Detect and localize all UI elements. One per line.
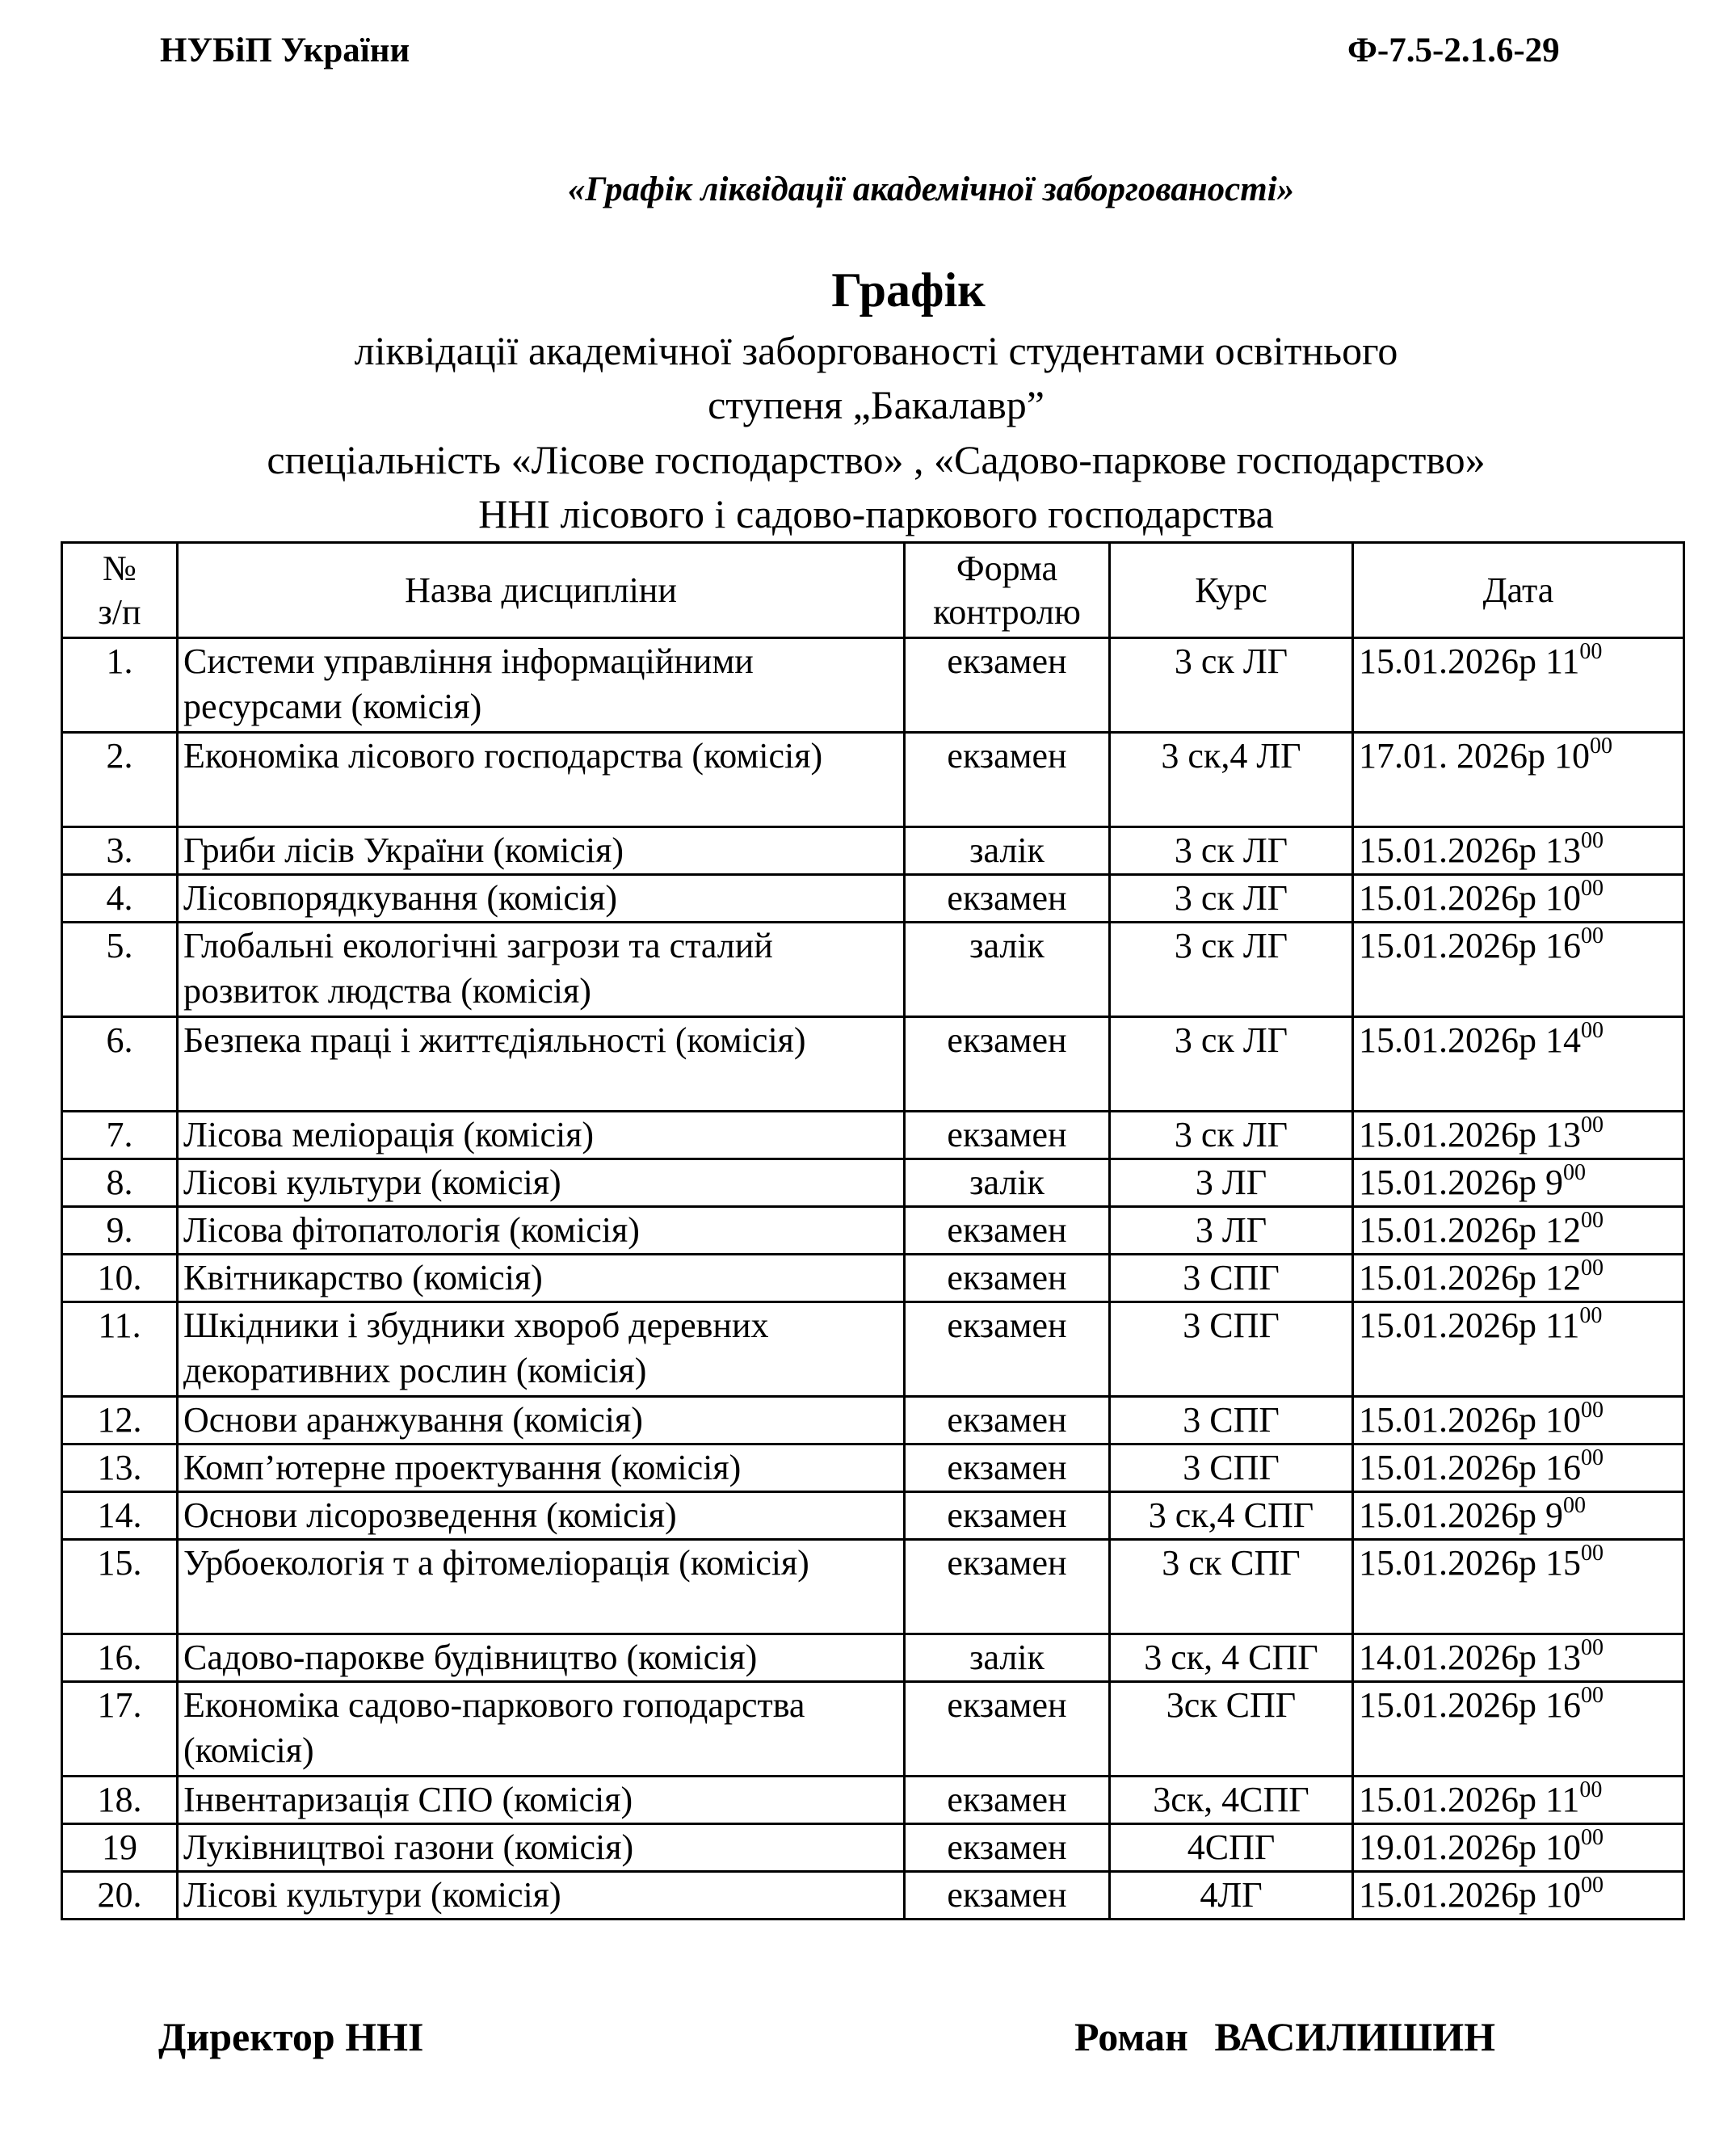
exam-time-minutes: 00 [1581, 1112, 1604, 1137]
course: 3 ск,4 ЛГ [1110, 733, 1353, 827]
row-number: 19 [62, 1824, 178, 1872]
exam-time-minutes: 00 [1581, 1018, 1604, 1043]
exam-date-text: 19.01.2026р 10 [1359, 1827, 1581, 1867]
discipline-name: Лісова фітопатологія (комісія) [178, 1207, 905, 1255]
exam-date-text: 15.01.2026р 12 [1359, 1258, 1581, 1297]
control-form: екзамен [905, 638, 1110, 733]
discipline-name: Гриби лісів України (комісія) [178, 827, 905, 875]
exam-date-text: 15.01.2026р 16 [1359, 1448, 1581, 1487]
control-form: екзамен [905, 1302, 1110, 1397]
exam-date-text: 15.01.2026р 12 [1359, 1210, 1581, 1250]
exam-date-text: 15.01.2026р 10 [1359, 878, 1581, 918]
control-form: екзамен [905, 1397, 1110, 1444]
table-row [62, 1159, 1684, 1207]
exam-date-text: 17.01. 2026р 10 [1359, 736, 1590, 776]
discipline-name: Комп’ютерне проектування (комісія) [178, 1444, 905, 1492]
header-control-form [905, 543, 1110, 638]
exam-date [1353, 733, 1684, 827]
exam-time-minutes: 00 [1581, 1208, 1604, 1233]
control-form: екзамен [905, 1444, 1110, 1492]
header-discipline: Назва дисципліни [178, 543, 905, 638]
row-number: 11. [62, 1302, 178, 1397]
exam-time-minutes: 00 [1581, 1445, 1604, 1470]
row-number: 18. [62, 1777, 178, 1824]
exam-date [1353, 1159, 1684, 1207]
institution-name: НУБіП України [160, 32, 410, 69]
table-row [62, 1634, 1684, 1682]
course: 3 ск ЛГ [1110, 638, 1353, 733]
course: 3 СПГ [1110, 1302, 1353, 1397]
control-form: екзамен [905, 733, 1110, 827]
signatory-position: Директор ННІ [158, 2014, 424, 2059]
control-form: екзамен [905, 1492, 1110, 1540]
table-row [62, 1824, 1684, 1872]
course: 3 ЛГ [1110, 1159, 1353, 1207]
table-body [62, 638, 1684, 1920]
header-number-label: № [103, 548, 137, 588]
exam-time-minutes: 00 [1581, 1873, 1604, 1898]
table-row [62, 875, 1684, 923]
header-date: Дата [1353, 543, 1684, 638]
table-row [62, 1017, 1684, 1112]
header-course: Курс [1110, 543, 1353, 638]
exam-time-minutes: 00 [1579, 639, 1603, 664]
course: 3 СПГ [1110, 1255, 1353, 1302]
row-number: 10. [62, 1255, 178, 1302]
course: 3 ск ЛГ [1110, 923, 1353, 1017]
exam-time-minutes: 00 [1581, 1683, 1604, 1708]
row-number: 9. [62, 1207, 178, 1255]
row-number: 6. [62, 1017, 178, 1112]
row-number: 3. [62, 827, 178, 875]
row-number: 13. [62, 1444, 178, 1492]
discipline-name: Безпека праці і життєдіяльності (комісія) [178, 1017, 905, 1112]
exam-time-minutes: 00 [1581, 1398, 1604, 1423]
exam-time-minutes: 00 [1563, 1493, 1586, 1518]
course: 3 СПГ [1110, 1444, 1353, 1492]
course: 3 ск ЛГ [1110, 827, 1353, 875]
discipline-name: Глобальні екологічні загрози та сталий розвиток людства (комісія) [178, 923, 905, 1017]
exam-date-text: 15.01.2026р 16 [1359, 1685, 1581, 1725]
exam-date [1353, 875, 1684, 923]
discipline-name: Основи аранжування (комісія) [178, 1397, 905, 1444]
row-number: 1. [62, 638, 178, 733]
document-title: Графік [831, 263, 986, 317]
control-form: екзамен [905, 1017, 1110, 1112]
table-row [62, 638, 1684, 733]
control-form: залік [905, 1159, 1110, 1207]
table-row [62, 827, 1684, 875]
subtitle-line-4: ННІ лісового і садово-паркового господарства [478, 491, 1274, 536]
discipline-name: Основи лісорозведення (комісія) [178, 1492, 905, 1540]
control-form: екзамен [905, 1872, 1110, 1920]
control-form: екзамен [905, 1112, 1110, 1159]
header-form-label: Форма [956, 548, 1058, 588]
control-form: екзамен [905, 1540, 1110, 1634]
control-form: екзамен [905, 1824, 1110, 1872]
table-row [62, 1397, 1684, 1444]
exam-date [1353, 1777, 1684, 1824]
exam-date [1353, 1540, 1684, 1634]
exam-date [1353, 1255, 1684, 1302]
course: 3ск СПГ [1110, 1682, 1353, 1777]
subtitle-line-1: ліквідації академічної заборгованості студентами освітнього [354, 328, 1398, 373]
control-form: залік [905, 1634, 1110, 1682]
exam-date-text: 15.01.2026р 14 [1359, 1020, 1581, 1060]
exam-date-text: 15.01.2026р 11 [1359, 1780, 1580, 1819]
row-number: 17. [62, 1682, 178, 1777]
exam-time-minutes: 00 [1581, 1825, 1604, 1850]
exam-date [1353, 1397, 1684, 1444]
control-form: екзамен [905, 1207, 1110, 1255]
row-number: 2. [62, 733, 178, 827]
exam-date [1353, 1872, 1684, 1920]
exam-date-text: 15.01.2026р 11 [1359, 641, 1580, 681]
table-row [62, 1207, 1684, 1255]
exam-time-minutes: 00 [1579, 1777, 1603, 1802]
discipline-name: Шкідники і збудники хвороб деревних декоративних рослин (комісія) [178, 1302, 905, 1397]
header-form-sublabel: контролю [933, 591, 1081, 632]
table-row [62, 1255, 1684, 1302]
discipline-name: Урбоекологія т а фітомеліорація (комісія) [178, 1540, 905, 1634]
course: 3 ск СПГ [1110, 1540, 1353, 1634]
exam-date-text: 15.01.2026р 9 [1359, 1495, 1563, 1535]
control-form: екзамен [905, 875, 1110, 923]
table-row [62, 1492, 1684, 1540]
control-form: залік [905, 923, 1110, 1017]
subtitle-line-2: ступеня „Бакалавр” [708, 382, 1045, 427]
row-number: 14. [62, 1492, 178, 1540]
exam-date [1353, 827, 1684, 875]
exam-time-minutes: 00 [1581, 876, 1604, 901]
exam-date-text: 15.01.2026р 13 [1359, 831, 1581, 870]
course: 4ЛГ [1110, 1872, 1353, 1920]
exam-date [1353, 1634, 1684, 1682]
table-row [62, 1777, 1684, 1824]
exam-time-minutes: 00 [1563, 1160, 1586, 1185]
table-header-row [62, 543, 1684, 638]
discipline-name: Економіка лісового господарства (комісія) [178, 733, 905, 827]
exam-time-minutes: 00 [1581, 1255, 1604, 1280]
table-row [62, 1540, 1684, 1634]
discipline-name: Луківництвоі газони (комісія) [178, 1824, 905, 1872]
exam-time-minutes: 00 [1581, 828, 1604, 853]
exam-date-text: 15.01.2026р 13 [1359, 1115, 1581, 1154]
table-row [62, 1302, 1684, 1397]
discipline-name: Економіка садово-паркового гоподарства (комісія) [178, 1682, 905, 1777]
exam-date [1353, 638, 1684, 733]
course: 3 ск, 4 СПГ [1110, 1634, 1353, 1682]
discipline-name: Системи управління інформаційними ресурсами (комісія) [178, 638, 905, 733]
exam-date-text: 15.01.2026р 9 [1359, 1163, 1563, 1202]
exam-date-text: 15.01.2026р 10 [1359, 1875, 1581, 1915]
course: 3 ск ЛГ [1110, 1112, 1353, 1159]
exam-date [1353, 1302, 1684, 1397]
row-number: 4. [62, 875, 178, 923]
exam-date [1353, 1112, 1684, 1159]
exam-date-text: 15.01.2026р 10 [1359, 1400, 1581, 1440]
discipline-name: Лісові культури (комісія) [178, 1872, 905, 1920]
row-number: 5. [62, 923, 178, 1017]
course: 3 ск ЛГ [1110, 875, 1353, 923]
course: 3ск, 4СПГ [1110, 1777, 1353, 1824]
exam-date-text: 15.01.2026р 15 [1359, 1543, 1581, 1583]
course: 4СПГ [1110, 1824, 1353, 1872]
exam-time-minutes: 00 [1581, 923, 1604, 948]
table-row [62, 733, 1684, 827]
exam-time-minutes: 00 [1581, 1635, 1604, 1660]
exam-time-minutes: 00 [1579, 1303, 1603, 1328]
row-number: 16. [62, 1634, 178, 1682]
discipline-name: Лісовпорядкування (комісія) [178, 875, 905, 923]
course: 3 СПГ [1110, 1397, 1353, 1444]
exam-date [1353, 1207, 1684, 1255]
control-form: екзамен [905, 1682, 1110, 1777]
form-title: «Графік ліквідації академічної заборгованості» [567, 170, 1295, 208]
exam-time-minutes: 00 [1590, 734, 1612, 759]
exam-date [1353, 923, 1684, 1017]
table-row [62, 1112, 1684, 1159]
exam-date [1353, 1017, 1684, 1112]
form-code: Ф-7.5-2.1.6-29 [1347, 32, 1560, 69]
header-number-sublabel: з/п [98, 591, 141, 632]
control-form: залік [905, 827, 1110, 875]
course: 3 ЛГ [1110, 1207, 1353, 1255]
row-number: 8. [62, 1159, 178, 1207]
debt-schedule-table [61, 541, 1685, 1920]
discipline-name: Садово-парокве будівництво (комісія) [178, 1634, 905, 1682]
row-number: 12. [62, 1397, 178, 1444]
table-row [62, 1682, 1684, 1777]
discipline-name: Квітникарство (комісія) [178, 1255, 905, 1302]
exam-date-text: 14.01.2026р 13 [1359, 1638, 1581, 1677]
control-form: екзамен [905, 1777, 1110, 1824]
table-row [62, 1872, 1684, 1920]
exam-date [1353, 1492, 1684, 1540]
exam-date-text: 15.01.2026р 16 [1359, 926, 1581, 965]
course: 3 ск ЛГ [1110, 1017, 1353, 1112]
exam-date [1353, 1682, 1684, 1777]
table-row [62, 1444, 1684, 1492]
course: 3 ск,4 СПГ [1110, 1492, 1353, 1540]
row-number: 7. [62, 1112, 178, 1159]
discipline-name: Лісова меліорація (комісія) [178, 1112, 905, 1159]
table-row [62, 923, 1684, 1017]
exam-date [1353, 1824, 1684, 1872]
row-number: 15. [62, 1540, 178, 1634]
exam-date [1353, 1444, 1684, 1492]
control-form: екзамен [905, 1255, 1110, 1302]
exam-date-text: 15.01.2026р 11 [1359, 1306, 1580, 1345]
discipline-name: Інвентаризація СПО (комісія) [178, 1777, 905, 1824]
row-number: 20. [62, 1872, 178, 1920]
signatory-name: Роман ВАСИЛИШИН [1074, 2014, 1496, 2059]
header-number [62, 543, 178, 638]
discipline-name: Лісові культури (комісія) [178, 1159, 905, 1207]
exam-time-minutes: 00 [1581, 1541, 1604, 1566]
subtitle-line-3: спеціальність «Лісове господарство» , «Садово-паркове господарство» [267, 437, 1486, 482]
